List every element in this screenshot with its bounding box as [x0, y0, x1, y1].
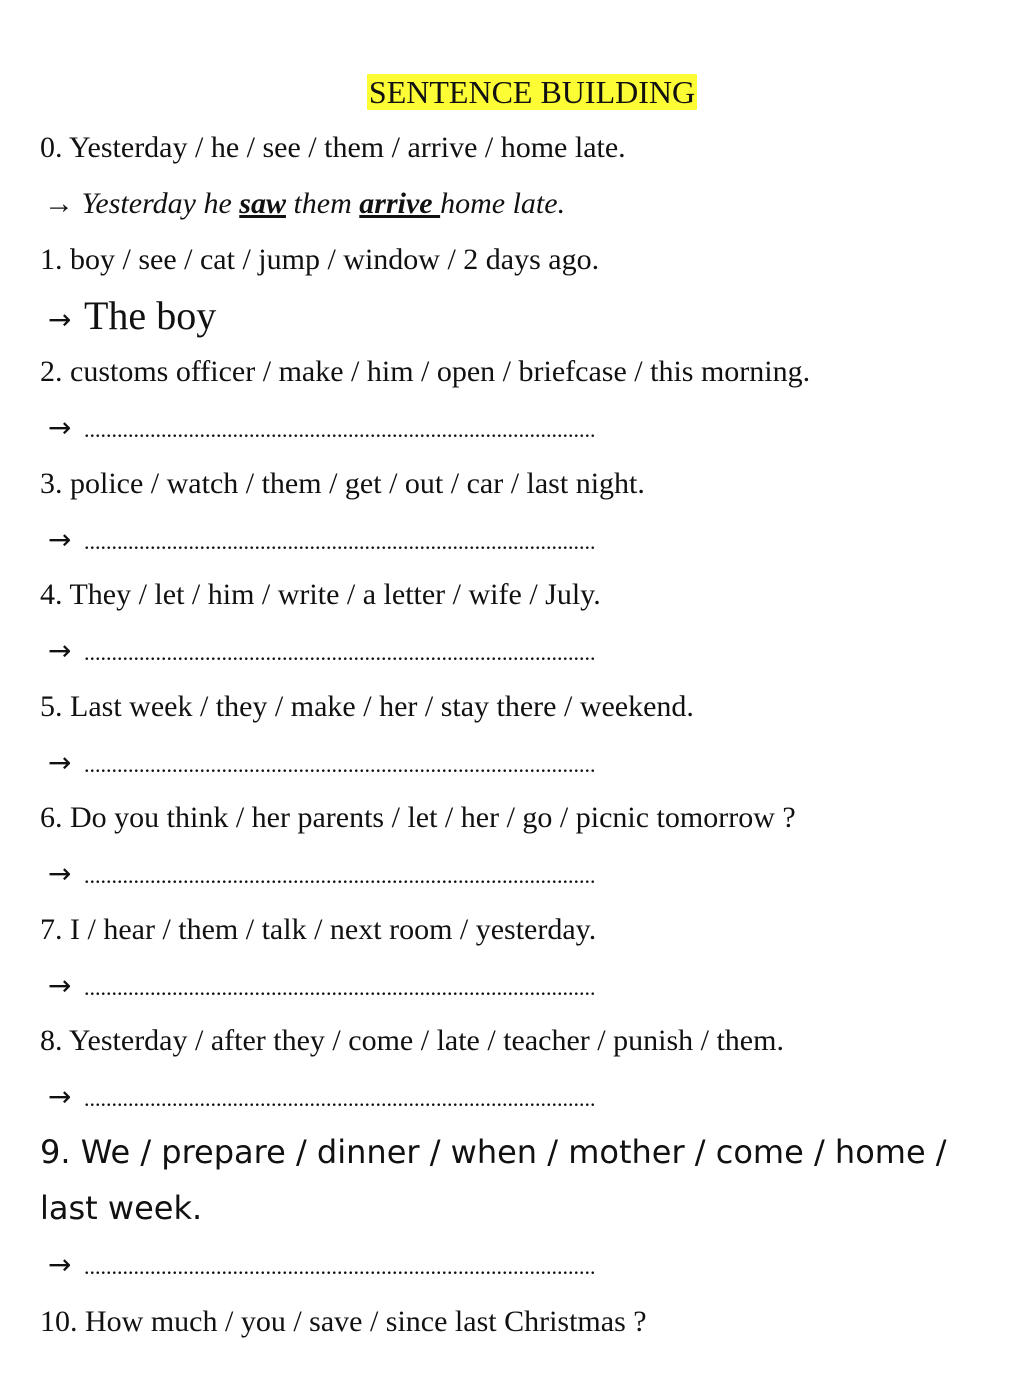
question-7-answer[interactable]: [48, 968, 596, 1006]
arrow-icon: →: [48, 523, 72, 556]
answer-blank: .............................................................................................: [84, 1254, 596, 1279]
question-5-answer[interactable]: [48, 745, 596, 783]
example-answer: [44, 186, 565, 222]
question-2-prompt: 2. customs officer / make / him / open / briefcase / this morning.: [40, 355, 811, 388]
worksheet-title: [0, 72, 1024, 112]
answer-blank: .............................................................................................: [84, 863, 596, 888]
question-10-prompt: 10. How much / you / save / since last Christmas ?: [40, 1305, 647, 1338]
question-6-answer[interactable]: [48, 856, 596, 894]
example-answer-end: home late.: [440, 187, 566, 220]
arrow-icon: →: [48, 1080, 72, 1113]
answer-blank: .............................................................................................: [84, 975, 596, 1000]
question-9-answer[interactable]: [48, 1247, 596, 1285]
answer-blank: .............................................................................................: [84, 417, 596, 442]
question-7-prompt: 7. I / hear / them / talk / next room / yesterday.: [40, 913, 597, 946]
example-answer-mid: them: [285, 187, 360, 220]
question-1-answer[interactable]: [48, 293, 217, 338]
example-answer-start: Yesterday he: [81, 187, 240, 220]
question-8-answer[interactable]: [48, 1079, 596, 1117]
answer-blank: .............................................................................................: [84, 1086, 596, 1111]
arrow-icon: →: [48, 411, 72, 444]
question-4-prompt: 4. They / let / him / write / a letter / wife / July.: [40, 578, 601, 611]
question-9-prompt-line2: last week.: [40, 1189, 203, 1227]
question-5-prompt: 5. Last week / they / make / her / stay there / weekend.: [40, 690, 694, 723]
question-1-prompt: 1. boy / see / cat / jump / window / 2 days ago.: [40, 243, 600, 276]
question-8-prompt: 8. Yesterday / after they / come / late / teacher / punish / them.: [40, 1024, 784, 1057]
arrow-icon: →: [48, 746, 72, 779]
answer-blank: .............................................................................................: [84, 640, 596, 665]
answer-blank: .............................................................................................: [84, 752, 596, 777]
arrow-icon: →: [48, 969, 72, 1002]
example-prompt: 0. Yesterday / he / see / them / arrive / home late.: [40, 131, 626, 164]
question-9-prompt-line1: 9. We / prepare / dinner / when / mother / come / home /: [40, 1133, 947, 1171]
arrow-icon: →: [48, 857, 72, 890]
arrow-icon: →: [48, 1248, 72, 1281]
question-6-prompt: 6. Do you think / her parents / let / her / go / picnic tomorrow ?: [40, 801, 796, 834]
arrow-icon: →: [48, 634, 72, 667]
answer-blank: .............................................................................................: [84, 529, 596, 554]
question-3-answer[interactable]: [48, 522, 596, 560]
example-arrow: →: [44, 187, 74, 220]
title-highlight: SENTENCE BUILDING: [368, 74, 696, 110]
example-answer-verb1: saw: [239, 187, 286, 220]
question-2-answer[interactable]: [48, 410, 596, 448]
question-3-prompt: 3. police / watch / them / get / out / car / last night.: [40, 467, 645, 500]
question-4-answer[interactable]: [48, 633, 596, 671]
example-answer-verb2: arrive: [359, 187, 441, 220]
arrow-icon: →: [48, 303, 72, 336]
question-1-answer-text: The boy: [84, 293, 217, 338]
